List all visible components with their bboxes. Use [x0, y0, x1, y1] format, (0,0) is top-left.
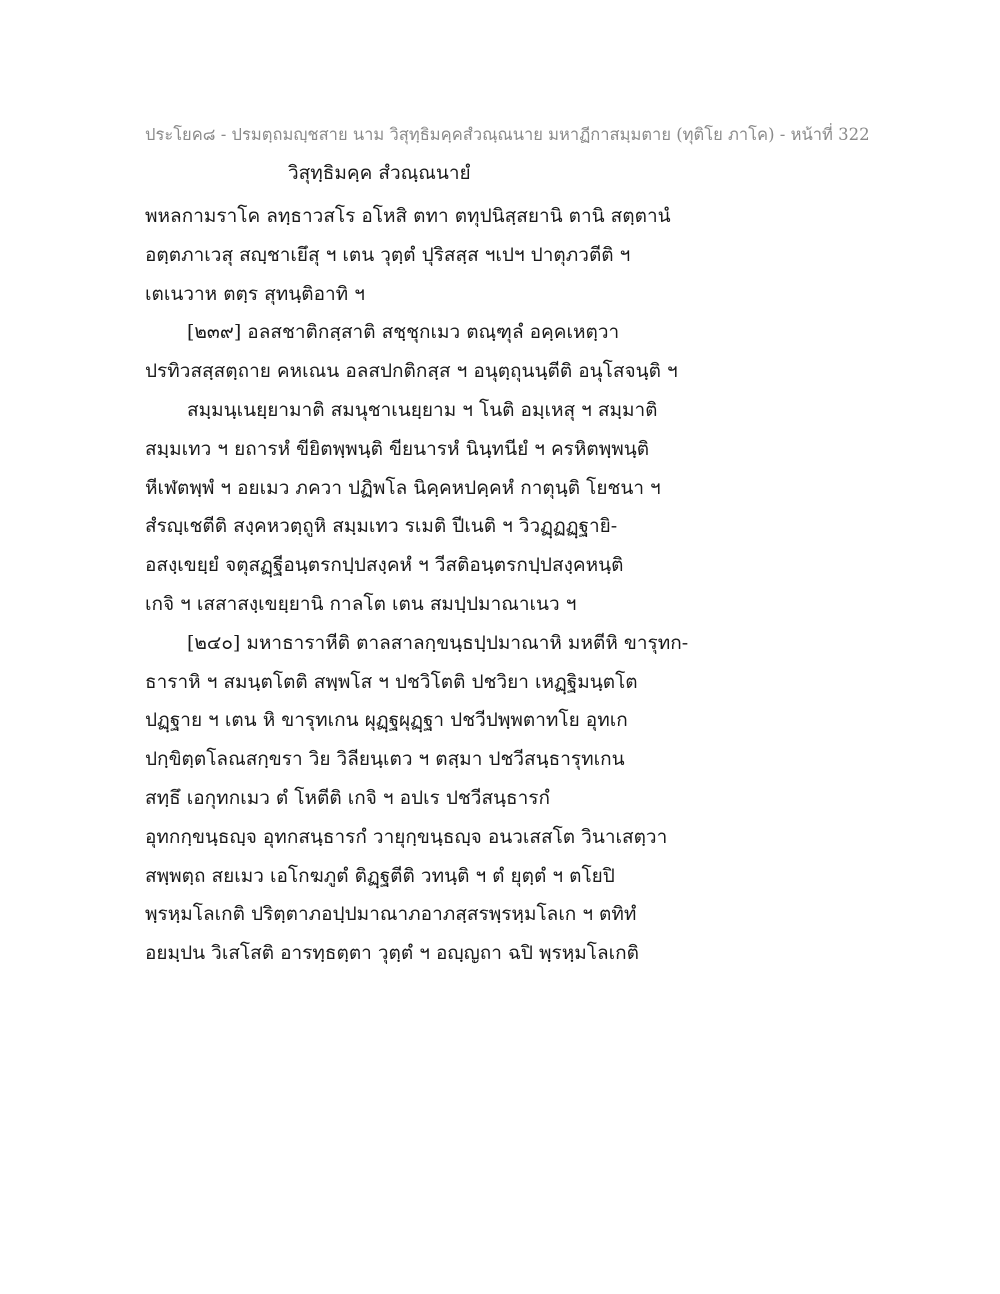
text-line: อสงฺเขยฺยํ จตุสฏฺฐีอนฺตรกปฺปสงฺคหํ ฯ วีสติอนฺตรกปฺปสงฺคหนฺติ: [145, 554, 624, 577]
section-title: วิสุทฺธิมคฺค สํวณฺณนายํ: [288, 162, 471, 184]
text-line: ปรทิวสสฺสตฺถาย คหเณน อลสปกติกสฺส ฯ อนุตฺถุนนฺตีติ อนุโสจนฺติ ฯ: [145, 360, 678, 383]
text-line: อุทกกฺขนฺธญฺจ อุทกสนฺธารกํ วายุกฺขนฺธญฺจ อนวเสสโต วินาเสตฺวา: [145, 825, 668, 848]
text-line: พหลกามราโค ลทฺธาวสโร อโหสิ ตทา ตทุปนิสฺสยานิ ตานิ สตฺตานํ: [145, 205, 671, 227]
text-line: ปฏฺฐาย ฯ เตน หิ ขารุทเกน ผุฏฺฐผุฏฺฐา ปชวีปพฺพตาทโย อุทเก: [145, 709, 628, 732]
body-text: [145, 197, 865, 973]
text-line: พฺรหฺมโลเกติ ปริตฺตาภอปฺปมาณาภอาภสฺสรพฺรหฺมโลเก ฯ ตทิทํ: [145, 903, 637, 926]
paragraph-first-line: [๒๔๐] มหาธาราหีติ ตาลสาลกฺขนฺธปฺปมาณาหิ มหตีหิ ขารุทก-: [187, 631, 689, 654]
text-line: สพฺพตฺถ สยเมว เอโกฆภูตํ ติฏฺฐตีติ วทนฺติ ฯ ตํ ยุตฺตํ ฯ ตโยปิ: [145, 864, 615, 887]
text-line: สมฺมเทว ฯ ยถารหํ ขียิตพฺพนฺติ ขียนารหํ นินฺทนียํ ฯ ครหิตพฺพนฺติ: [145, 437, 650, 460]
text-line: ธาราหิ ฯ สมนฺตโตติ สพฺพโส ฯ ปชวิโตติ ปชวิยา เหฏฺฐิมนฺตโต: [145, 670, 638, 693]
paragraph-first-line: [๒๓๙] อลสชาติกสฺสาติ สชฺชุกเมว ตณฺฑุลํ อคฺคเหตฺวา: [187, 321, 620, 344]
paragraph-first-line: สมฺมนฺเนยฺยามาติ สมนุชาเนยฺยาม ฯ โนติ อมฺเหสุ ฯ สมฺมาติ: [187, 398, 658, 421]
text-line: เกจิ ฯ เสสาสงฺเขยฺยานิ กาลโต เตน สมปฺปมาณาเนว ฯ: [145, 592, 577, 615]
text-line: สทฺธึ เอกุทกเมว ตํ โหตีติ เกจิ ฯ อปเร ปชวีสนฺธารกํ: [145, 786, 551, 809]
text-line: สํรญฺเชตีติ สงฺคหวตฺถูหิ สมฺมเทว รเมติ ปีเนติ ฯ วิวฏฺฏฏฺฐายิ-: [145, 515, 618, 538]
running-header: ประโยค๘ - ปรมตฺถมญฺชสาย นาม วิสุทฺธิมคฺคสํวณฺณนาย มหาฏีกาสมฺมตาย (ทุติโย ภาโค) - หน้าที่ 322: [145, 125, 870, 144]
text-line: ปกฺขิตฺตโลณสกฺขรา วิย วิลียนฺเตว ฯ ตสฺมา ปชวีสนฺธารุทเกน: [145, 748, 625, 771]
text-line: อยมฺปน วิเสโสติ อารทฺธตฺตา วุตฺตํ ฯ อญฺญถา ฉปิ พฺรหฺมโลเกติ: [145, 942, 639, 965]
text-line: อตฺตภาเวสุ สญฺชาเยึสุ ฯ เตน วุตฺตํ ปุริสสฺส ฯเปฯ ปาตุภวตีติ ฯ: [145, 243, 631, 266]
text-line: หีเฬตพฺพํ ฯ อยเมว ภควา ปฏิพโล นิคฺคหปคฺคหํ กาตุนฺติ โยชนา ฯ: [145, 476, 661, 499]
text-line: เตเนวาห ตตฺร สุทนฺติอาทิ ฯ: [145, 282, 365, 305]
